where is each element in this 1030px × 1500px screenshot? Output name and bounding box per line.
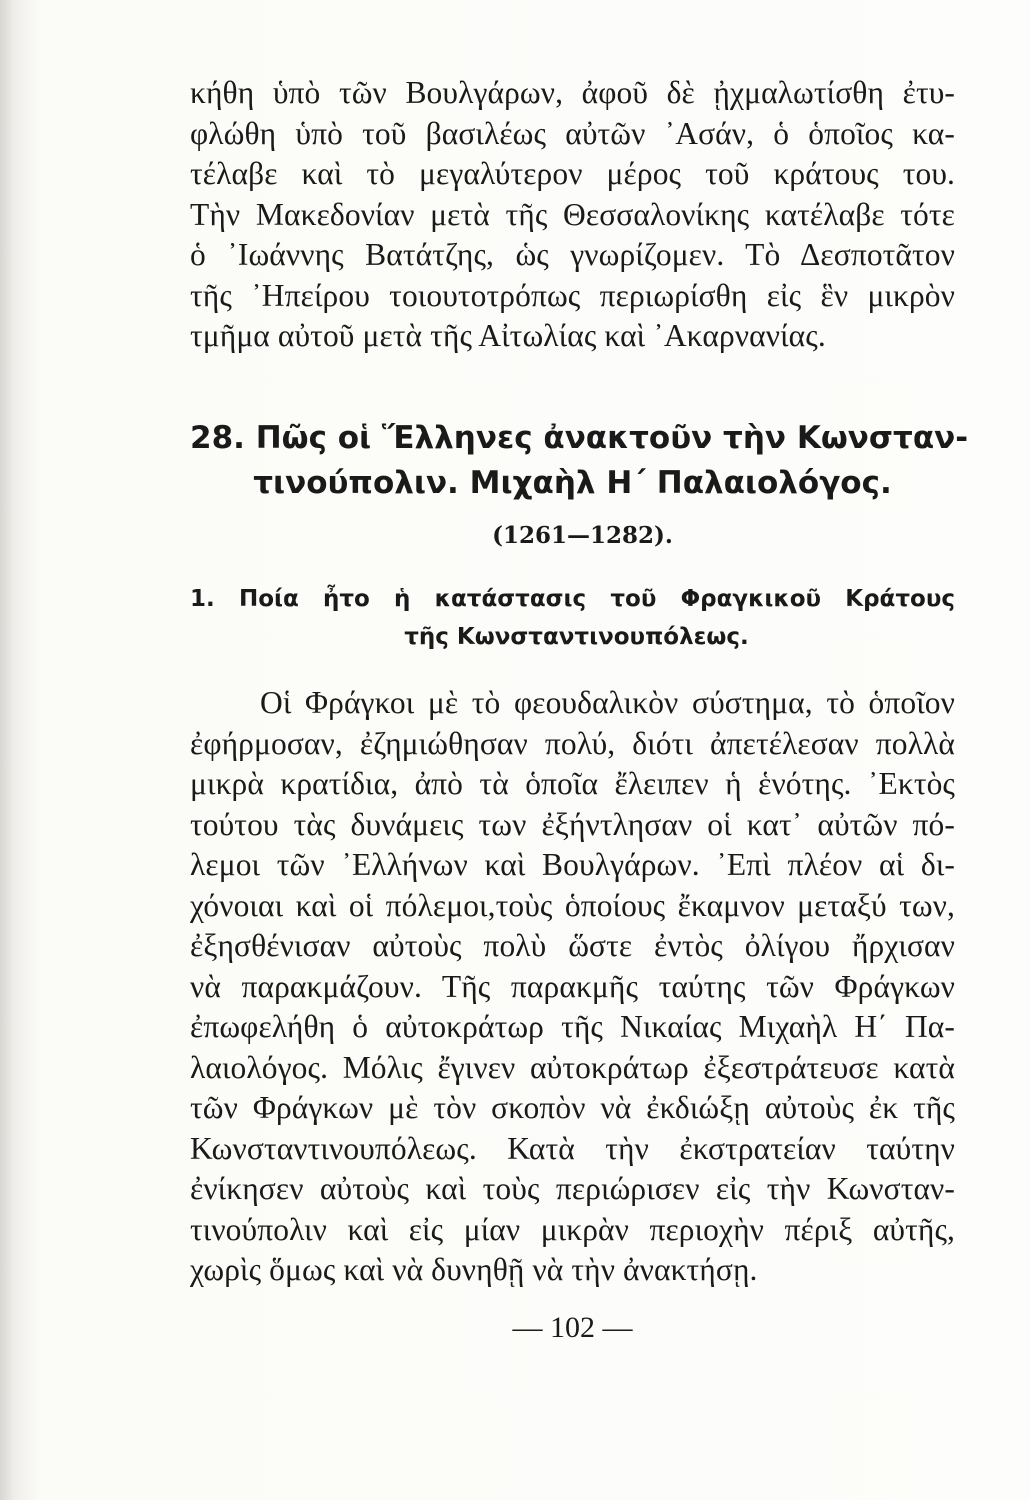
text-line: τινούπολιν καὶ εἰς μίαν μικρὰν περιοχὴν πέριξ αὐτῆς, [190,1211,955,1247]
text-line: Οἱ Φράγκοι μὲ τὸ φεουδαλικὸν σύστημα, τὸ ὁποῖον [260,685,955,720]
text-line: μικρὰ κρατίδια, ἀπὸ τὰ ὁποῖα ἔλειπεν ἡ ἑνότης. ᾿Εκτὸς [190,766,955,801]
chapter-title-line: 28. Πῶς οἱ Ἕλληνες ἀνακτοῦν τὴν Κωνσταν- [190,420,969,456]
text-line: Κωνσταντινουπόλεως. Κατὰ τὴν ἐκστρατείαν ταύτην [190,1130,955,1166]
text-line: τέλαβε καὶ τὸ μεγαλύτερον μέρος τοῦ κράτους του. [190,156,955,191]
subsection-heading [190,580,955,656]
text-line: ἐφήρμοσαν, ἐζημιώθησαν πολύ, διότι ἀπετέλεσαν πολλὰ [190,725,955,761]
subsection-title-line: 1. Ποία ἦτο ἡ κατάστασις τοῦ Φραγκικοῦ Κράτους [190,586,955,612]
text-line: κήθη ὑπὸ τῶν Βουλγάρων, ἀφοῦ δὲ ᾐχμαλωτίσθη ἐτυ- [190,75,955,110]
chapter-dates: (1261—1282). [492,522,673,549]
text-line: ἐξησθένισαν αὐτοὺς πολὺ ὥστε ἐντὸς ὀλίγου ἤρχισαν [190,928,955,963]
text-line: τῆς ᾿Ηπείρου τοιουτοτρόπως περιωρίσθη εἰς ἓν μικρὸν [190,277,955,313]
page-number: — 102 — [512,1311,633,1344]
text-line: τῶν Φράγκων μὲ τὸν σκοπὸν νὰ ἐκδιώξῃ αὐτοὺς ἐκ τῆς [190,1090,955,1125]
text-line: τμῆμα αὐτοῦ μετὰ τῆς Αἰτωλίας καὶ ᾿Ακαρνανίας. [190,318,826,353]
text-line: λεμοι τῶν ᾿Ελλήνων καὶ Βουλγάρων. ᾿Επὶ πλέον αἱ δι- [190,847,955,882]
text-line: ἐνίκησεν αὐτοὺς καὶ τοὺς περιώρισεν εἰς τὴν Κωνσταν- [190,1171,955,1206]
text-line: φλώθη ὑπὸ τοῦ βασιλέως αὐτῶν ᾿Ασάν, ὁ ὁποῖος κα- [190,115,955,151]
subsection-title-line: τῆς Κωνσταντινουπόλεως. [404,624,749,650]
text-line: τούτου τὰς δυνάμεις των ἐξήντλησαν οἱ κατ᾿ αὐτῶν πό- [190,806,955,842]
text-line: ἐπωφελήθη ὁ αὐτοκράτωρ τῆς Νικαίας Μιχαὴλ Η΄ Πα- [190,1009,955,1044]
text-line: ὁ ᾿Ιωάννης Βατάτζης, ὡς γνωρίζομεν. Τὸ Δεσποτᾶτον [190,237,955,272]
section-body-paragraph [190,683,955,1291]
text-line: λαιολόγος. Μόλις ἔγινεν αὐτοκράτωρ ἐξεστράτευσε κατὰ [190,1049,955,1085]
intro-paragraph [190,73,955,357]
text-line: χόνοιαι καὶ οἱ πόλεμοι,τοὺς ὁποίους ἔκαμνον μεταξύ των, [190,887,955,923]
text-line: νὰ παρακμάζουν. Τῆς παρακμῆς ταύτης τῶν Φράγκων [190,968,955,1004]
text-line: Τὴν Μακεδονίαν μετὰ τῆς Θεσσαλονίκης κατέλαβε τότε [190,196,955,232]
chapter-title-line: τινούπολιν. Μιχαὴλ Η΄ Παλαιολόγος. [253,465,892,501]
text-line: χωρὶς ὅμως καὶ νὰ δυνηθῇ νὰ τὴν ἀνακτήσῃ. [190,1252,758,1287]
chapter-heading [190,416,969,556]
